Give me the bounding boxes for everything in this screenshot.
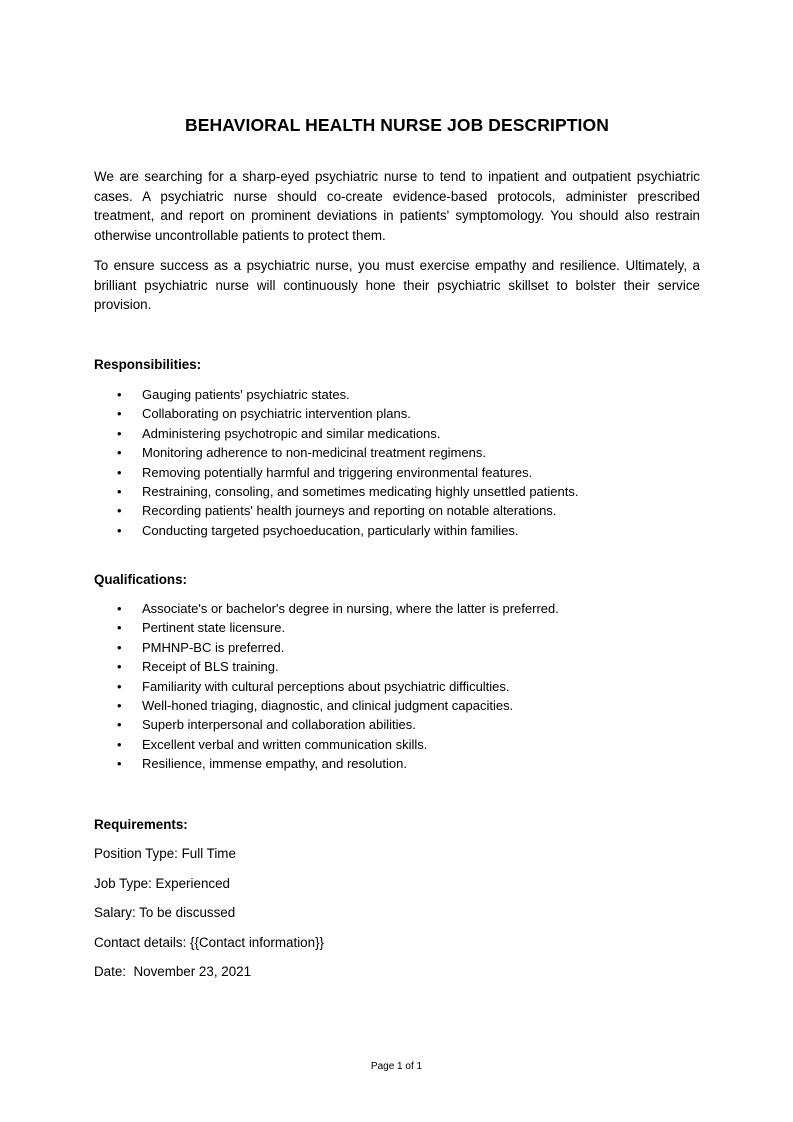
list-item-text: PMHNP-BC is preferred. — [142, 639, 285, 655]
bullet-icon: • — [117, 484, 122, 500]
list-item — [94, 501, 700, 520]
salary: Salary: To be discussed — [94, 905, 236, 920]
list-item-text: Restraining, consoling, and sometimes medicating highly unsettled patients. — [142, 484, 579, 500]
list-item — [94, 599, 700, 618]
list-item — [94, 463, 700, 482]
list-item — [94, 715, 700, 734]
bullet-icon: • — [117, 639, 122, 655]
qualifications-heading: Qualifications: — [94, 572, 188, 587]
list-item-text: Well-honed triaging, diagnostic, and clinical judgment capacities. — [142, 698, 514, 714]
list-item-text: Removing potentially harmful and triggering environmental features. — [142, 464, 533, 480]
list-item — [94, 443, 700, 462]
bullet-icon: • — [117, 445, 122, 461]
contact-details: Contact details: {{Contact information}} — [94, 935, 325, 950]
list-item — [94, 677, 700, 696]
list-item-text: Resilience, immense empathy, and resolution. — [142, 756, 407, 772]
position-type: Position Type: Full Time — [94, 846, 236, 861]
list-item — [94, 618, 700, 637]
bullet-icon: • — [117, 756, 122, 772]
bullet-icon: • — [117, 601, 122, 616]
bullet-icon: • — [117, 464, 122, 480]
list-item-text: Pertinent state licensure. — [142, 620, 286, 636]
list-item — [94, 696, 700, 715]
list-item-text: Conducting targeted psychoeducation, particularly within families. — [142, 522, 519, 538]
bullet-icon: • — [117, 406, 122, 422]
page-title: BEHAVIORAL HEALTH NURSE JOB DESCRIPTION — [185, 115, 609, 135]
list-item-text: Recording patients' health journeys and reporting on notable alterations. — [142, 503, 557, 519]
bullet-icon: • — [117, 736, 122, 752]
bullet-icon: • — [117, 698, 122, 714]
bullet-icon: • — [117, 620, 122, 636]
bullet-icon: • — [117, 387, 122, 402]
page-number-footer: Page 1 of 1 — [370, 1061, 423, 1072]
list-item-text: Administering psychotropic and similar medications. — [142, 425, 441, 441]
list-item — [94, 385, 700, 404]
list-item — [94, 482, 700, 501]
responsibilities-list — [94, 385, 700, 540]
requirements-heading: Requirements: — [94, 817, 188, 832]
bullet-icon: • — [117, 522, 122, 538]
list-item — [94, 754, 700, 773]
list-item — [94, 638, 700, 657]
bullet-icon: • — [117, 425, 122, 441]
bullet-icon: • — [117, 717, 122, 733]
qualifications-list — [94, 599, 700, 774]
intro-paragraph-1: We are searching for a sharp-eyed psychiatric nurse to tend to inpatient and outpatient psychiatric cases. A psychiatric nurse should co-create evidence-based protocols, administer prescribed treatment, and report on prominent deviations in patients' symptomology. You should also restrain otherwise uncontrollable patients to protect them. — [94, 169, 700, 243]
list-item-text: Monitoring adherence to non-medicinal treatment regimens. — [142, 445, 486, 461]
list-item-text: Superb interpersonal and collaboration abilities. — [142, 717, 416, 733]
bullet-icon: • — [117, 659, 122, 675]
list-item — [94, 404, 700, 423]
list-item-text: Familiarity with cultural perceptions about psychiatric difficulties. — [142, 678, 510, 694]
posting-date: Date: November 23, 2021 — [94, 964, 252, 979]
list-item — [94, 424, 700, 443]
job-type: Job Type: Experienced — [94, 876, 230, 891]
list-item — [94, 521, 700, 540]
list-item-text: Collaborating on psychiatric intervention plans. — [142, 406, 411, 422]
list-item-text: Excellent verbal and written communication skills. — [142, 736, 428, 752]
list-item-text: Receipt of BLS training. — [142, 659, 279, 675]
list-item — [94, 735, 700, 754]
bullet-icon: • — [117, 678, 122, 694]
bullet-icon: • — [117, 503, 122, 519]
list-item-text: Associate's or bachelor's degree in nursing, where the latter is preferred. — [142, 601, 559, 616]
list-item-text: Gauging patients' psychiatric states. — [142, 387, 350, 402]
list-item — [94, 657, 700, 676]
responsibilities-heading: Responsibilities: — [94, 357, 202, 372]
intro-paragraph-2: To ensure success as a psychiatric nurse, you must exercise empathy and resilience. Ultimately, a brilliant psychiatric nurse will continuously hone their psychiatric skillset to bolster their service provision. — [94, 258, 700, 313]
